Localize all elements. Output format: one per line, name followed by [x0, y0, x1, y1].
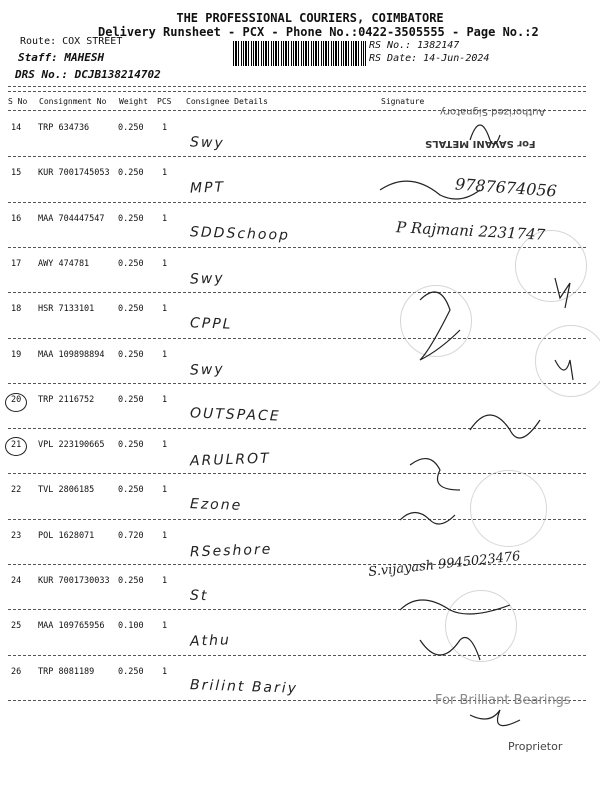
column-header-signature: Signature — [381, 97, 425, 106]
circle-mark — [5, 393, 27, 412]
column-header-weight: Weight — [119, 97, 148, 106]
row-pcs: 1 — [162, 123, 168, 133]
row-sno: 21 — [11, 440, 22, 451]
rs-date: RS Date: 14-Jun-2024 — [369, 53, 490, 64]
signature-row23: S.vijayash 9945023476 — [367, 549, 522, 580]
stamp-text-proprietor: Proprietor — [508, 740, 563, 753]
row-consignee: RSeshore — [189, 541, 273, 561]
row-consignment: TRP 8081189 — [38, 666, 95, 677]
row-consignment: KUR 7001745053 — [38, 168, 110, 179]
row-consignment: MAA 109765956 — [38, 621, 105, 632]
row-sno: 18 — [11, 304, 22, 315]
page-subtitle: Delivery Runsheet - PCX - Phone No.:0422-3505555 - Page No.:2 — [98, 25, 539, 39]
signature-row15: 9787674056 — [454, 174, 558, 201]
divider — [8, 86, 586, 87]
row-pcs: 1 — [162, 258, 168, 269]
column-header-pcs: PCS — [157, 97, 172, 106]
row-pcs: 1 — [162, 485, 168, 496]
column-header-consignee: Consignee Details — [186, 97, 268, 106]
row-consignee: Swy — [189, 134, 225, 152]
row-weight: 0.250 — [118, 168, 144, 179]
row-sno: 20 — [11, 394, 22, 405]
row-sno: 17 — [11, 258, 22, 269]
row-consignee: Swy — [189, 270, 225, 288]
row-consignee: St — [189, 587, 209, 605]
row-consignment: VPL 223190665 — [38, 440, 105, 451]
stamp-text-brilliant: For Brilliant Bearings — [435, 693, 571, 708]
row-divider — [8, 156, 586, 157]
company-stamp — [400, 285, 472, 357]
row-consignee: Swy — [189, 360, 225, 379]
row-pcs: 1 — [162, 530, 168, 541]
row-pcs: 1 — [162, 666, 168, 677]
row-pcs: 1 — [162, 304, 168, 315]
row-consignee: SDDSchoop — [189, 223, 291, 244]
row-sno: 23 — [11, 530, 22, 541]
row-consignee: CPPL — [189, 315, 233, 333]
row-consignee: ARULROT — [189, 450, 271, 470]
row-divider — [8, 247, 586, 248]
row-weight: 0.250 — [118, 440, 144, 451]
row-sno: 15 — [11, 168, 22, 179]
circle-mark — [5, 437, 27, 456]
page-title: THE PROFESSIONAL COURIERS, COIMBATORE — [176, 11, 444, 25]
row-sno: 19 — [11, 349, 22, 360]
row-sno: 26 — [11, 666, 22, 677]
column-header-consignment: Consignment No — [39, 97, 107, 106]
company-stamp — [535, 325, 600, 397]
row-consignment: TVL 2806185 — [38, 485, 95, 496]
company-stamp — [470, 470, 547, 547]
rs-number: RS No.: 1382147 — [369, 40, 460, 51]
drs-number: DRS No.: DCJB138214702 — [15, 68, 161, 81]
row-pcs: 1 — [162, 394, 168, 405]
company-stamp — [445, 590, 517, 662]
row-consignment: POL 1628071 — [38, 530, 95, 541]
row-pcs: 1 — [162, 349, 168, 360]
signature-row16: P Rajmani 2231747 — [395, 218, 546, 244]
staff-label: Staff: MAHESH — [18, 51, 105, 64]
row-weight: 0.250 — [118, 213, 144, 224]
row-divider — [8, 202, 586, 203]
row-consignee: MPT — [189, 179, 226, 197]
row-weight: 0.250 — [118, 304, 144, 315]
row-sno: 14 — [11, 123, 22, 133]
row-weight: 0.720 — [118, 530, 144, 541]
row-weight: 0.250 — [118, 123, 144, 133]
row-consignee: Ezone — [189, 496, 243, 515]
row-pcs: 1 — [162, 621, 168, 632]
row-weight: 0.250 — [118, 349, 144, 360]
row-consignment: HSR 7133101 — [38, 304, 95, 315]
row-divider — [8, 383, 586, 384]
row-pcs: 1 — [162, 168, 168, 179]
row-weight: 0.250 — [118, 666, 144, 677]
row-weight: 0.100 — [118, 621, 144, 632]
row-weight: 0.250 — [118, 576, 144, 586]
route-label: Route: COX STREET — [20, 36, 123, 47]
row-sno: 25 — [11, 621, 22, 632]
row-sno: 16 — [11, 213, 22, 224]
row-weight: 0.250 — [118, 485, 144, 496]
row-weight: 0.250 — [118, 394, 144, 405]
row-consignment: MAA 109898894 — [38, 349, 105, 360]
divider — [8, 91, 586, 92]
row-divider — [8, 338, 586, 339]
row-weight: 0.250 — [118, 258, 144, 269]
row-sno: 24 — [11, 576, 22, 586]
row-sno: 22 — [11, 485, 22, 496]
row-consignee: OUTSPACE — [189, 405, 281, 425]
row-pcs: 1 — [162, 576, 168, 586]
row-consignment: AWY 474781 — [38, 258, 90, 269]
row-divider — [8, 292, 586, 293]
row-consignment: MAA 704447547 — [38, 213, 105, 224]
row-consignment: KUR 7001730033 — [38, 576, 110, 586]
column-header-sno: S No — [8, 97, 28, 106]
row-consignee: Athu — [189, 632, 232, 651]
row-pcs: 1 — [162, 213, 168, 224]
row-consignment: TRP 634736 — [38, 123, 90, 133]
row-consignee: Brilint Bariy — [189, 676, 299, 697]
stamp-text-savani: For SAVANI METALS — [425, 138, 536, 149]
row-consignment: TRP 2116752 — [38, 394, 95, 405]
stamp-text-signatory: Authorized Signatory — [440, 106, 546, 117]
row-divider — [8, 428, 586, 429]
row-pcs: 1 — [162, 440, 168, 451]
barcode-image — [233, 41, 366, 66]
